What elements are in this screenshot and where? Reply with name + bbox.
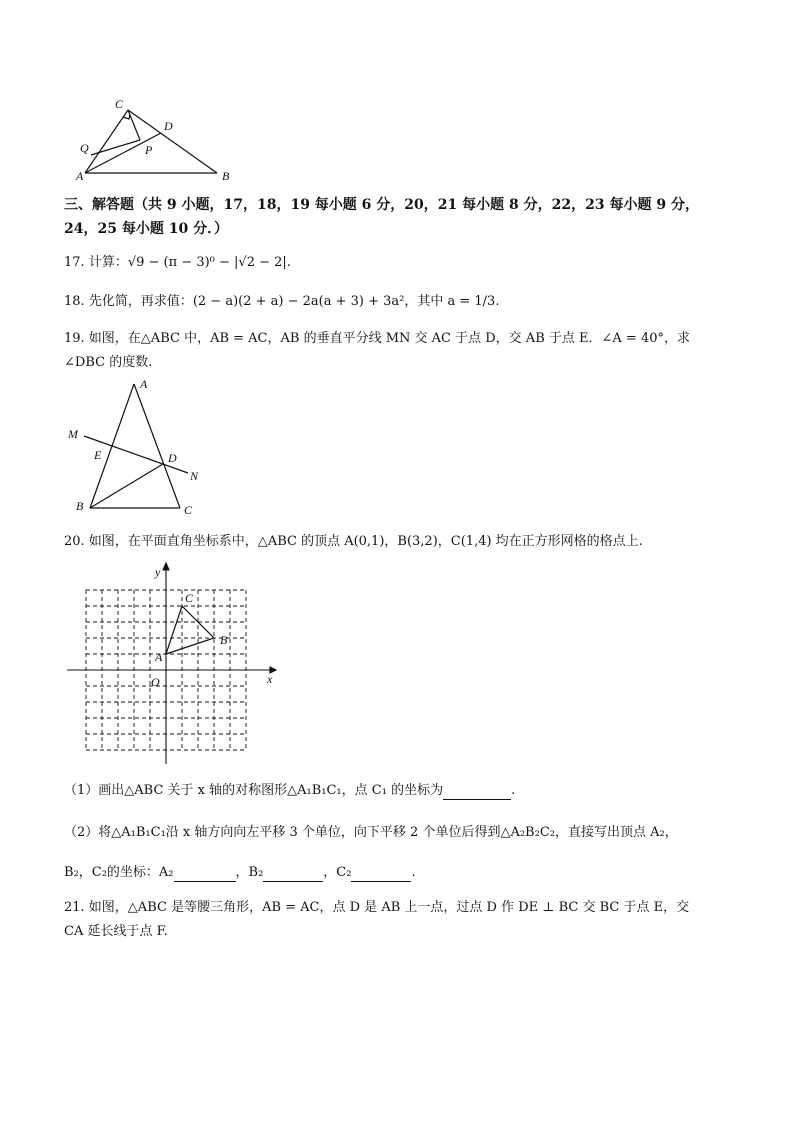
answer-blank-A2[interactable] xyxy=(174,867,236,882)
label-D: D xyxy=(168,451,177,465)
question-21-line1: 21. 如图，△ABC 是等腰三角形，AB = AC，点 D 是 AB 上一点，过点 D 作 DE ⊥ BC 交 BC 于点 E，交 xyxy=(64,900,690,915)
segment-BD xyxy=(90,464,163,508)
question-20-part2-label-2: ，B₂ xyxy=(235,865,264,880)
triangle-ABC xyxy=(166,606,214,654)
label-O: O xyxy=(151,675,160,689)
label-Q: Q xyxy=(80,141,89,155)
label-B: B xyxy=(222,169,230,183)
answer-blank-C1[interactable] xyxy=(443,785,511,800)
y-axis-arrow xyxy=(163,563,169,570)
question-20-part1-end: . xyxy=(511,783,516,798)
question-19-line2: ∠DBC 的度数. xyxy=(64,355,153,370)
label-x: x xyxy=(267,672,273,686)
question-20-part2-label-1: B₂，C₂的坐标：A₂ xyxy=(64,865,174,880)
question-18-number: 18. xyxy=(64,294,85,309)
label-A: A xyxy=(155,650,163,664)
answer-blank-B2[interactable] xyxy=(263,867,323,882)
question-20-part2-answers xyxy=(64,864,416,882)
label-M: M xyxy=(68,427,78,441)
label-C: C xyxy=(115,97,124,111)
label-P: P xyxy=(145,143,153,157)
question-20-line1: 20. 如图，在平面直角坐标系中，△ABC 的顶点 A(0,1)，B(3,2)，C(1,4) 均在正方形网格的格点上. xyxy=(64,534,643,549)
question-20-part1 xyxy=(64,782,515,800)
label-E: E xyxy=(94,448,102,462)
question-18 xyxy=(64,293,499,311)
question-19-line1: 19. 如图，在△ABC 中，AB = AC，AB 的垂直平分线 MN 交 AC 于点 D，交 AB 于点 E．∠A = 40°，求 xyxy=(64,331,690,346)
label-B: B xyxy=(76,499,84,513)
label-C: C xyxy=(185,591,194,605)
label-A: A xyxy=(76,169,84,183)
figure-20-coordinate-grid xyxy=(62,558,282,766)
question-17-text: 计算：√9 − (π − 3)⁰ − |√2 − 2|. xyxy=(88,255,291,270)
question-18-text: 先化简，再求值：(2 − a)(2 + a) − 2a(a + 3) + 3a²，其中 a = 1/3. xyxy=(88,294,500,309)
label-D: D xyxy=(164,119,173,133)
label-N: N xyxy=(190,469,199,483)
question-17 xyxy=(64,254,291,272)
section3-heading-line2: 24，25 每小题 10 分．） xyxy=(64,221,229,237)
question-17-number: 17. xyxy=(64,255,85,270)
label-y: y xyxy=(155,565,161,579)
question-20-part2-label-4: . xyxy=(411,865,416,880)
question-21-line2: CA 延长线于点 F. xyxy=(64,924,168,939)
label-B: B xyxy=(220,633,228,647)
label-C: C xyxy=(184,503,193,517)
answer-blank-C2[interactable] xyxy=(351,867,411,882)
question-20-part1-text: （1）画出△ABC 关于 x 轴的对称图形△A₁B₁C₁，点 C₁ 的坐标为 xyxy=(64,783,444,798)
label-A: A xyxy=(140,377,148,391)
section3-heading-line1: 三、解答题（共 9 小题，17，18，19 每小题 6 分，20，21 每小题 8 分，22，23 每小题 9 分， xyxy=(64,197,699,213)
top-triangle-figure xyxy=(60,90,250,190)
segment-AC xyxy=(85,110,128,173)
question-20-part2-label-3: ，C₂ xyxy=(323,865,352,880)
segment-AC xyxy=(134,384,180,508)
figure-19 xyxy=(60,372,220,522)
question-20-part2: （2）将△A₁B₁C₁沿 x 轴方向向左平移 3 个单位，向下平移 2 个单位后得到△A₂B₂C₂，直接写出顶点 A₂， xyxy=(64,825,678,840)
